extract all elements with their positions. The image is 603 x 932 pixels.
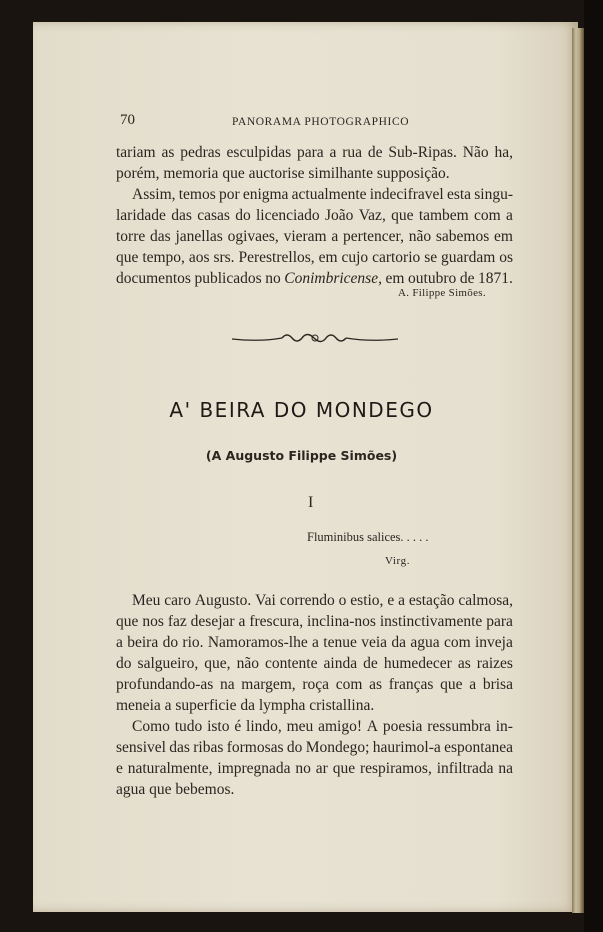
text-line: Como tudo isto é lindo, meu amigo! A poesia ressumbra in- [132, 718, 513, 735]
article-dedication: (A Augusto Filippe Simões) [205, 448, 398, 463]
text-line: agua que bebemos. [116, 781, 235, 798]
text-line: laridade das casas do licenciado João Vaz, que tambem com a [116, 207, 513, 224]
text-line: que tempo, aos srs. Perestrellos, em cujo cartorio se guardam os [116, 249, 513, 266]
article-title: A' BEIRA DO MONDEGO [169, 398, 434, 422]
text-line: tariam as pedras esculpidas para a rua de Sub-Ripas. Não ha, [116, 144, 513, 161]
text-line: torre das janellas ogivaes, vieram a pertencer, não sabemos em [116, 228, 513, 245]
text-line: meneia a superficie da lympha cristallina. [116, 697, 375, 714]
page-number: 70 [120, 112, 135, 128]
scan-background [584, 0, 603, 932]
text-line: a beira do rio. Namoramos-lhe a tenue veia da agua com inveja [116, 634, 513, 651]
ornament-divider [230, 330, 400, 346]
text-line: e naturalmente, impregnada no ar que respiramos, infiltrada na [116, 760, 513, 777]
epigraph-author: Virg. [385, 555, 411, 567]
running-title: PANORAMA PHOTOGRAPHICO [232, 116, 410, 128]
section-number: I [308, 494, 314, 511]
text-line: porém, memoria que auctorise similhante supposição. [116, 165, 450, 182]
text-line: do salgueiro, que, não contente ainda de humedecer as raizes [116, 655, 513, 672]
text-line: que nos faz desejar a frescura, inclina-nos instinctivamente para [116, 613, 513, 630]
text-line: profundando-as na margem, roça com as franças que a brisa [116, 676, 513, 693]
page-stack-edge [572, 28, 584, 913]
text-line: Assim, temos por enigma actualmente indecifravel esta singu- [132, 186, 513, 203]
text-line: sensivel das ribas formosas do Mondego; haurimol-a espontanea [116, 739, 513, 756]
text-line: documentos publicados no Conimbricense, em outubro de 1871. [116, 270, 513, 287]
text-line: Meu caro Augusto. Vai correndo o estio, e a estação calmosa, [132, 592, 513, 609]
epigraph: Fluminibus salices. . . . . [307, 530, 429, 544]
author-signature: A. Filippe Simões. [398, 287, 486, 299]
